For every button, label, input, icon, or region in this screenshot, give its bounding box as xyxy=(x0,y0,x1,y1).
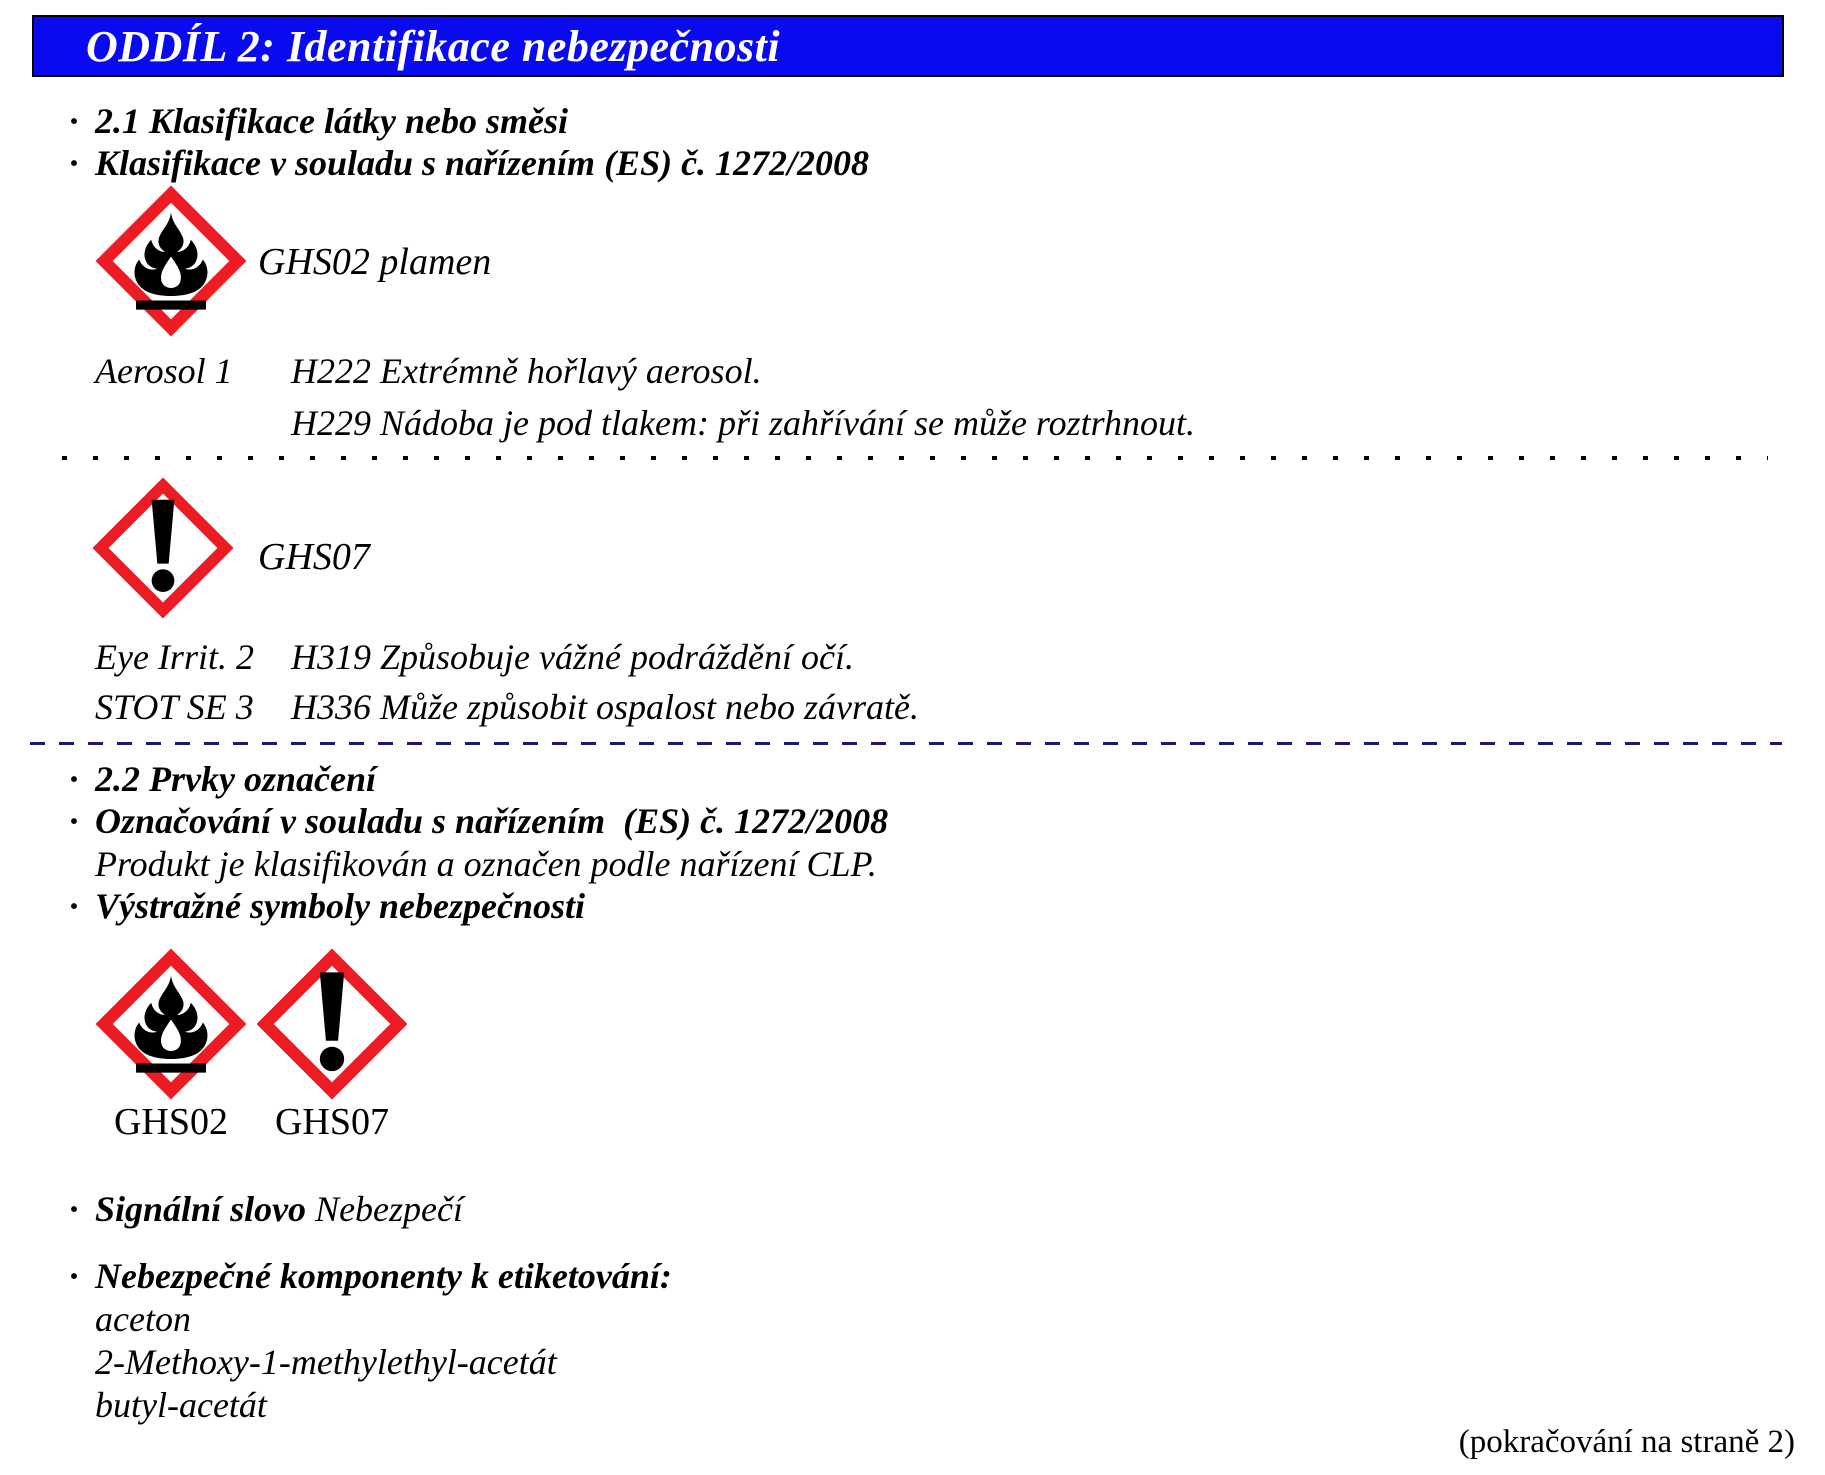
section-header-bar xyxy=(32,15,1784,77)
bullet-dot: · xyxy=(68,1189,81,1229)
ghs02-caption: GHS02 xyxy=(113,1101,229,1143)
clp-body-line xyxy=(68,843,877,885)
hazard-class: Aerosol 1 xyxy=(95,351,233,391)
clp-body-text: Produkt je klasifikován a označen podle nařízení CLP. xyxy=(95,844,877,884)
section-title: ODDÍL 2: Identifikace nebezpečnosti xyxy=(86,21,781,71)
heading-clp-classification xyxy=(68,142,869,184)
hazard-row xyxy=(95,350,762,392)
hazard-row xyxy=(95,636,854,678)
hazard-statement: H319 Způsobuje vážné podráždění očí. xyxy=(291,637,854,677)
heading-hazard-symbols xyxy=(68,885,585,927)
signal-word-label: Signální slovo xyxy=(95,1189,307,1229)
hazard-statement: H229 Nádoba je pod tlakem: při zahřívání se může roztrhnout. xyxy=(291,403,1195,443)
continuation-note: (pokračování na straně 2) xyxy=(1458,1424,1795,1460)
hazard-statement: H222 Extrémně hořlavý aerosol. xyxy=(291,351,762,391)
exclamation-mark-icon xyxy=(92,473,234,623)
hazard-statement: H336 Může způsobit ospalost nebo závratě. xyxy=(291,687,919,727)
flame-underline xyxy=(136,301,206,310)
ghs02-flame-pictogram xyxy=(95,948,247,1100)
component-name: aceton xyxy=(95,1299,191,1339)
flame-icon xyxy=(95,185,247,337)
flame-underline xyxy=(136,1064,206,1073)
hazard-class: Eye Irrit. 2 xyxy=(95,637,254,677)
component-name: butyl-acetát xyxy=(95,1385,267,1425)
component-item xyxy=(68,1298,191,1340)
signal-word-value: Nebezpečí xyxy=(315,1189,463,1229)
heading-clp-labelling-text: Označování v souladu s nařízením (ES) č. 1272/2008 xyxy=(95,801,889,841)
ghs07-exclamation-pictogram xyxy=(92,473,234,623)
exclamation-mark-icon xyxy=(256,948,408,1100)
component-item xyxy=(68,1341,557,1383)
heading-clp-labelling xyxy=(68,800,888,842)
hazard-class: STOT SE 3 xyxy=(95,687,254,727)
ghs02-label: GHS02 plamen xyxy=(258,241,492,283)
exclamation-dot xyxy=(320,1047,344,1071)
ghs07-exclamation-pictogram xyxy=(256,948,408,1100)
components-heading-line xyxy=(68,1255,672,1297)
hazard-row xyxy=(95,402,1195,444)
flame-icon xyxy=(95,948,247,1100)
ghs07-label: GHS07 xyxy=(258,536,370,578)
exclamation-dot xyxy=(152,569,175,592)
bullet-dot: · xyxy=(68,886,81,926)
ghs02-flame-pictogram xyxy=(95,185,247,337)
heading-clp-classification-text: Klasifikace v souladu s nařízením (ES) č. 1272/2008 xyxy=(95,143,870,183)
dashed-separator xyxy=(30,742,1782,745)
bullet-dot: · xyxy=(68,1256,81,1296)
dotted-separator xyxy=(62,456,1768,460)
hazard-class xyxy=(95,402,291,444)
component-name: 2-Methoxy-1-methylethyl-acetát xyxy=(95,1342,557,1382)
heading-2-2-text: 2.2 Prvky označení xyxy=(95,759,376,799)
bullet-dot: · xyxy=(68,143,81,183)
heading-2-1-text: 2.1 Klasifikace látky nebo směsi xyxy=(95,101,568,141)
ghs07-caption: GHS07 xyxy=(274,1101,390,1143)
bullet-dot: · xyxy=(68,801,81,841)
heading-hazard-symbols-text: Výstražné symboly nebezpečnosti xyxy=(95,886,585,926)
signal-word-line xyxy=(68,1188,463,1230)
components-heading-text: Nebezpečné komponenty k etiketování: xyxy=(95,1256,672,1296)
bullet-dot: · xyxy=(68,759,81,799)
heading-2-2 xyxy=(68,758,376,800)
component-item xyxy=(68,1384,267,1426)
hazard-row xyxy=(95,686,919,728)
bullet-dot: · xyxy=(68,101,81,141)
heading-2-1 xyxy=(68,100,568,142)
